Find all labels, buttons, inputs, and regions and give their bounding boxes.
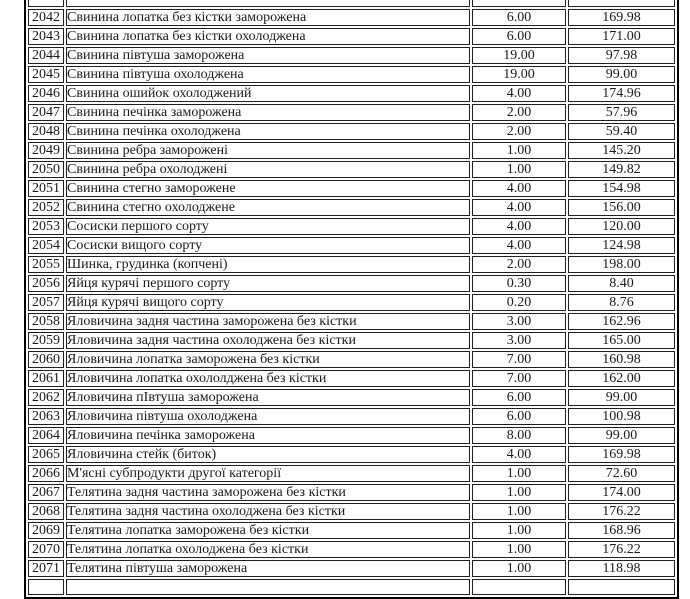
price-value: 160.98 [568,351,675,368]
product-name: Телятина задня частина заморожена без кістки [66,484,470,501]
product-name: Сосиски вищого сорту [66,237,470,254]
price-value: 168.96 [568,522,675,539]
price-value: 8.40 [568,275,675,292]
price-value: 99.00 [568,427,675,444]
row-id: 2064 [28,427,64,444]
price-value [568,0,675,7]
quantity-value: 0.20 [472,294,566,311]
row-id: 2049 [28,142,64,159]
product-name: Свинина ребра охолоджені [66,161,470,178]
quantity-value: 7.00 [472,370,566,387]
clipped-row-bottom [28,579,675,595]
price-value: 169.98 [568,9,675,26]
quantity-value: 19.00 [472,66,566,83]
price-value: 198.00 [568,256,675,273]
quantity-value: 1.00 [472,541,566,558]
quantity-value: 4.00 [472,446,566,463]
table-row [28,370,675,387]
row-id: 2059 [28,332,64,349]
row-id: 2043 [28,28,64,45]
row-id: 2042 [28,9,64,26]
row-id: 2054 [28,237,64,254]
row-id: 2045 [28,66,64,83]
row-id: 2070 [28,541,64,558]
row-id: 2065 [28,446,64,463]
quantity-value: 1.00 [472,560,566,577]
quantity-value: 4.00 [472,237,566,254]
price-value: 165.00 [568,332,675,349]
row-id: 2047 [28,104,64,121]
product-name: Телятина лопатка охолоджена без кістки [66,541,470,558]
product-name: Свинина ошийок охолоджений [66,85,470,102]
product-name [66,0,470,7]
price-value: 100.98 [568,408,675,425]
row-id: 2050 [28,161,64,178]
product-name: Свинина лопатка без кістки охолоджена [66,28,470,45]
table-row [28,123,675,140]
table-row [28,142,675,159]
table-row [28,465,675,482]
quantity-value: 19.00 [472,47,566,64]
row-id: 2044 [28,47,64,64]
price-value: 176.22 [568,503,675,520]
quantity-value: 1.00 [472,142,566,159]
quantity-value: 1.00 [472,484,566,501]
product-name: Свинина стегно охолоджене [66,199,470,216]
product-name: Яловичина стейк (биток) [66,446,470,463]
quantity-value [472,0,566,7]
table-row [28,484,675,501]
quantity-value: 4.00 [472,218,566,235]
table-row [28,408,675,425]
row-id: 2066 [28,465,64,482]
row-id: 2057 [28,294,64,311]
table-row [28,28,675,45]
quantity-value: 4.00 [472,199,566,216]
product-name: Телятина лопатка заморожена без кістки [66,522,470,539]
product-name [66,579,470,595]
product-name: Сосиски першого сорту [66,218,470,235]
row-id: 2053 [28,218,64,235]
price-value: 174.96 [568,85,675,102]
price-value: 162.96 [568,313,675,330]
product-name: Телятина півтуша заморожена [66,560,470,577]
product-name: Яловичина лопатка охололджена без кістки [66,370,470,387]
table-row [28,294,675,311]
product-name: М'ясні субпродукти другої категорії [66,465,470,482]
product-name: Телятина задня частина охолоджена без кістки [66,503,470,520]
price-value: 145.20 [568,142,675,159]
table-body [28,0,675,595]
price-value: 118.98 [568,560,675,577]
table-row [28,560,675,577]
row-id: 2062 [28,389,64,406]
quantity-value: 3.00 [472,313,566,330]
price-value: 156.00 [568,199,675,216]
quantity-value: 6.00 [472,389,566,406]
row-id: 2063 [28,408,64,425]
price-value: 154.98 [568,180,675,197]
quantity-value: 6.00 [472,28,566,45]
row-id: 2048 [28,123,64,140]
price-value: 57.96 [568,104,675,121]
quantity-value: 0.30 [472,275,566,292]
product-name: Яйця курячі вищого сорту [66,294,470,311]
row-id: 2071 [28,560,64,577]
product-name: Яловичина півтуша охолоджена [66,408,470,425]
price-value: 59.40 [568,123,675,140]
table-row [28,66,675,83]
quantity-value: 2.00 [472,123,566,140]
table-row [28,47,675,64]
table-row [28,427,675,444]
quantity-value: 6.00 [472,408,566,425]
quantity-value: 2.00 [472,104,566,121]
price-value: 99.00 [568,389,675,406]
product-name: Яловичина задня частина заморожена без кістки [66,313,470,330]
quantity-value: 7.00 [472,351,566,368]
table-row [28,104,675,121]
price-value: 176.22 [568,541,675,558]
price-value: 99.00 [568,66,675,83]
row-id: 2068 [28,503,64,520]
quantity-value: 8.00 [472,427,566,444]
product-name: Свинина півтуша охолоджена [66,66,470,83]
table-row [28,446,675,463]
price-value: 8.76 [568,294,675,311]
price-value: 97.98 [568,47,675,64]
product-name: Свинина ребра заморожені [66,142,470,159]
quantity-value: 1.00 [472,465,566,482]
product-name: Шинка, грудинка (копчені) [66,256,470,273]
quantity-value: 1.00 [472,503,566,520]
table-row [28,199,675,216]
table-row [28,275,675,292]
price-value: 149.82 [568,161,675,178]
row-id: 2051 [28,180,64,197]
price-value: 120.00 [568,218,675,235]
row-id: 2061 [28,370,64,387]
product-name: Свинина печінка заморожена [66,104,470,121]
product-name: Яйця курячі першого сорту [66,275,470,292]
price-table-wrapper [24,0,679,599]
product-name: Яловичина печінка заморожена [66,427,470,444]
table-row [28,522,675,539]
row-id [28,579,64,595]
product-name: Свинина печінка охолоджена [66,123,470,140]
table-row [28,313,675,330]
table-row [28,218,675,235]
price-value [568,579,675,595]
quantity-value: 4.00 [472,180,566,197]
row-id: 2060 [28,351,64,368]
table-row [28,256,675,273]
table-row [28,389,675,406]
quantity-value: 6.00 [472,9,566,26]
price-value: 124.98 [568,237,675,254]
product-name: Свинина півтуша заморожена [66,47,470,64]
price-value: 72.60 [568,465,675,482]
table-row [28,237,675,254]
table-row [28,503,675,520]
row-id: 2055 [28,256,64,273]
product-name: Свинина стегно заморожене [66,180,470,197]
quantity-value: 1.00 [472,522,566,539]
row-id: 2056 [28,275,64,292]
table-row [28,541,675,558]
row-id: 2046 [28,85,64,102]
row-id: 2067 [28,484,64,501]
price-value: 162.00 [568,370,675,387]
table-row [28,332,675,349]
quantity-value: 1.00 [472,161,566,178]
price-value: 174.00 [568,484,675,501]
row-id: 2069 [28,522,64,539]
table-row [28,9,675,26]
price-value: 169.98 [568,446,675,463]
quantity-value [472,579,566,595]
table-row [28,351,675,368]
row-id: 2058 [28,313,64,330]
clipped-row-top [28,0,675,7]
product-name: Яловичина лопатка заморожена без кістки [66,351,470,368]
price-table [24,0,679,599]
price-value: 171.00 [568,28,675,45]
quantity-value: 2.00 [472,256,566,273]
table-row [28,161,675,178]
product-name: Свинина лопатка без кістки заморожена [66,9,470,26]
quantity-value: 4.00 [472,85,566,102]
quantity-value: 3.00 [472,332,566,349]
table-row [28,85,675,102]
table-row [28,180,675,197]
product-name: Яловичина задня частина охолоджена без кістки [66,332,470,349]
product-name: Яловичина пІвтуша заморожена [66,389,470,406]
row-id [28,0,64,7]
row-id: 2052 [28,199,64,216]
